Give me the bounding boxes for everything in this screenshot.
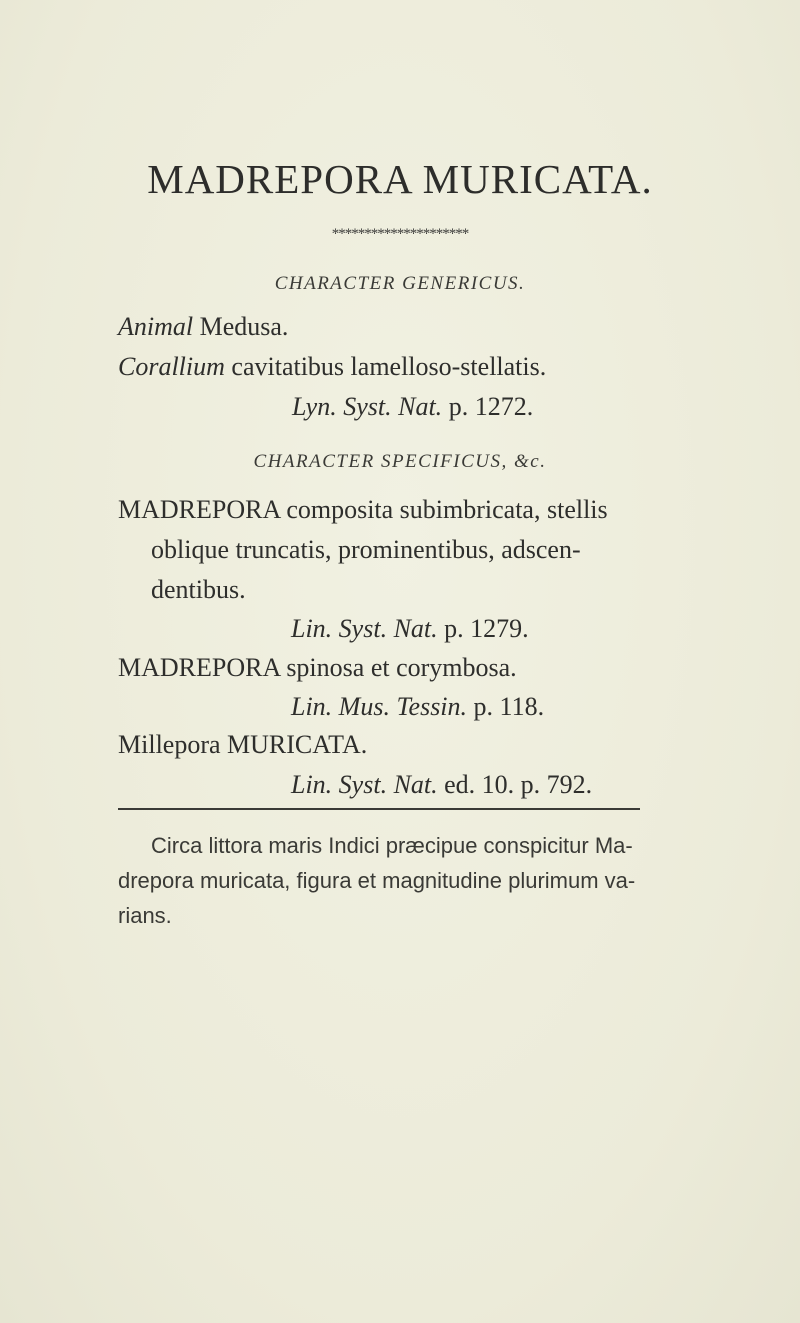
star-divider: ********************* (331, 226, 469, 242)
corallium-label: Corallium (118, 352, 225, 381)
entry2-ref-page: p. 118. (467, 692, 545, 721)
entry1-ref-source: Lin. Syst. Nat. (291, 614, 438, 643)
description-line3: rians. (118, 903, 172, 928)
animal-text: Medusa. (193, 312, 289, 341)
entry3-line1: Millepora MURICATA. (118, 730, 368, 759)
entry3-ref-page: ed. 10. p. 792. (437, 770, 593, 799)
animal-label: Animal (118, 312, 194, 341)
entry1-reference (291, 614, 529, 644)
generic-ref-source: Lyn. Syst. Nat. (292, 392, 443, 421)
entry3-ref-source: Lin. Syst. Nat. (291, 770, 438, 799)
entry1-line1: MADREPORA composita subimbricata, stellis (118, 495, 608, 524)
generic-ref-page: p. 1272. (442, 392, 534, 421)
page-title: MADREPORA MURICATA. (147, 156, 653, 202)
entry1-ref-page: p. 1279. (437, 614, 529, 643)
horizontal-rule (118, 808, 640, 810)
specific-heading: CHARACTER SPECIFICUS, &c. (253, 451, 547, 472)
description-line1: Circa littora maris Indici præcipue conspicitur Ma- (151, 833, 633, 858)
entry2-reference (291, 692, 544, 722)
corallium-text: cavitatibus lamelloso-stellatis. (224, 352, 547, 381)
generic-animal-line (118, 312, 288, 342)
generic-corallium-line (118, 352, 546, 382)
generic-heading: CHARACTER GENERICUS. (274, 273, 526, 294)
entry1-line3: dentibus. (151, 575, 246, 604)
entry2-ref-source: Lin. Mus. Tessin. (291, 692, 468, 721)
entry3-reference (291, 770, 592, 800)
entry2-line1: MADREPORA spinosa et corymbosa. (118, 653, 517, 682)
entry1-line2: oblique truncatis, prominentibus, adscen- (151, 535, 581, 564)
generic-reference (292, 392, 533, 422)
description-line2: drepora muricata, figura et magnitudine plurimum va- (118, 868, 636, 893)
